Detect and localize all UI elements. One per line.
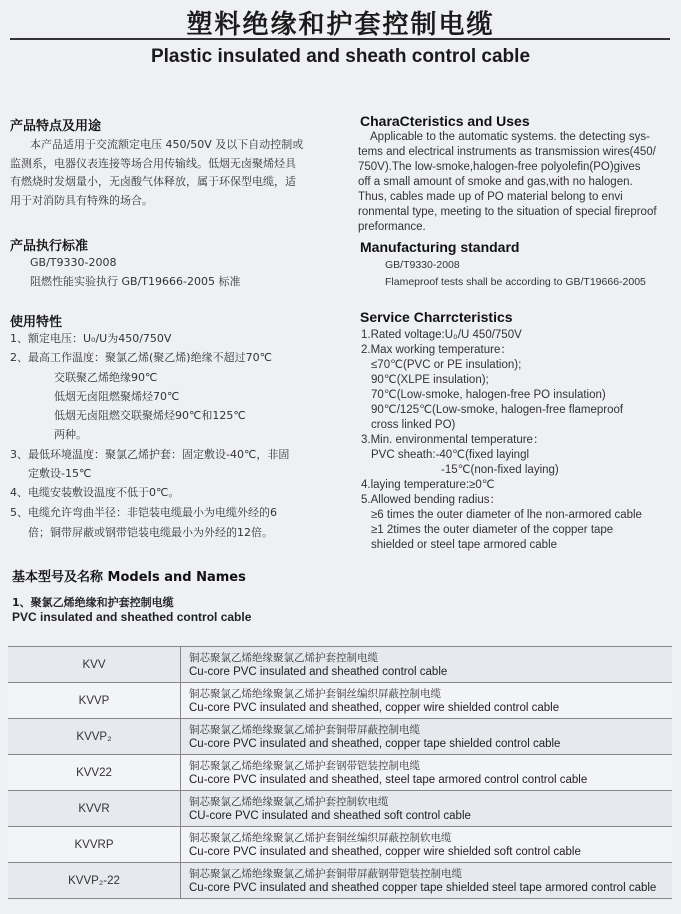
service-line: PVC sheath:-40℃(fixed layingl: [371, 449, 530, 461]
model-description: [181, 755, 673, 791]
service-line: cross linked PO): [371, 419, 456, 431]
features-line: 监测系，电器仪表连接等场合用传输线。低烟无卤聚烯烃具: [10, 156, 296, 170]
model-name-cn: 铜芯聚氯乙烯绝缘聚氯乙烯护套铜带屏蔽控制电缆: [189, 723, 420, 736]
features-line: 本产品适用于交流额定电压 450/50V 及以下自动控制或: [30, 138, 304, 151]
model-name-cn: 铜芯聚氯乙烯绝缘聚氯乙烯护套铜丝编织屏蔽控制软电缆: [189, 831, 452, 844]
service-line: 5.Allowed bending radius：: [361, 494, 502, 506]
usage-line: 4、电缆安装敷设温度不低于0℃。: [10, 486, 180, 499]
model-description: [181, 647, 673, 683]
service-line: 90℃(XLPE insulation);: [371, 374, 489, 386]
usage-line: 2、最高工作温度：聚氯乙烯(聚乙烯)绝缘不超过70℃: [10, 351, 272, 364]
service-line: 90℃/125℃(Low-smoke, halogen-free flameproof: [371, 404, 624, 416]
model-name-cn: 铜芯聚氯乙烯绝缘聚氯乙烯护套控制电缆: [189, 651, 378, 664]
model-name-cn: 铜芯聚氯乙烯绝缘聚氯乙烯护套钢带铠装控制电缆: [189, 759, 420, 772]
service-line: 4.laying temperature:≥0℃: [361, 479, 495, 491]
model-name-en: Cu-core PVC insulated and sheathed, copper wire shielded control cable: [189, 701, 560, 714]
standard-line: 阻燃性能实验执行 GB/T19666-2005 标准: [30, 274, 241, 288]
service-line: shielded or steel tape armored cable: [371, 539, 558, 551]
models-subheading-cn: 1、聚氯乙烯绝缘和护套控制电缆: [12, 596, 174, 609]
usage-heading: 使用特性: [10, 315, 63, 330]
table-row: [8, 827, 672, 863]
title-divider: [10, 38, 670, 40]
model-description: [181, 827, 673, 863]
usage-line: 交联聚乙烯绝缘90℃: [54, 371, 158, 384]
model-description: [181, 791, 673, 827]
table-row: [8, 719, 672, 755]
model-code: KVVP₂-22: [8, 863, 181, 899]
model-name-cn: 铜芯聚氯乙烯绝缘聚氯乙烯护套控制软电缆: [189, 795, 389, 808]
service-line: ≥6 times the outer diameter of lhe non-armored cable: [371, 509, 642, 521]
models-heading: 基本型号及名称 Models and Names: [12, 570, 246, 585]
usage-paragraph: [10, 330, 350, 545]
model-name-en: CU-core PVC insulated and sheathed soft control cable: [189, 809, 471, 822]
model-code: KVVRP: [8, 827, 181, 863]
model-code: KVV: [8, 647, 181, 683]
characteristics-line: tems and electrical instruments as transmission wires(450/: [358, 146, 656, 158]
service-line: 70℃(Low-smoke, halogen-free PO insulation): [371, 389, 606, 401]
model-name-en: Cu-core PVC insulated and sheathed, copper wire shielded soft control cable: [189, 845, 581, 858]
usage-line: 低烟无卤阻燃聚烯烃70℃: [54, 390, 180, 403]
service-paragraph: [361, 328, 676, 558]
model-name-en: Cu-core PVC insulated and sheathed, steel tape armored control control cable: [189, 773, 588, 786]
service-line: 1.Rated voltage:U₀/U 450/750V: [361, 329, 522, 341]
characteristics-paragraph: [358, 130, 673, 240]
table-row: [8, 791, 672, 827]
characteristics-line: Applicable to the automatic systems. the detecting sys-: [370, 131, 650, 143]
table-row: [8, 863, 672, 899]
model-name-en: Cu-core PVC insulated and sheathed copper tape shielded steel tape armored control cable: [189, 881, 657, 894]
manufacturing-line: Flameproof tests shall be according to GB/T19666-2005: [385, 276, 646, 288]
characteristics-line: Thus, cables made up of PO material belong to envi: [358, 191, 623, 203]
characteristics-line: preformance.: [358, 221, 426, 233]
model-code: KVVP₂: [8, 719, 181, 755]
table-row: [8, 683, 672, 719]
usage-line: 两种。: [54, 428, 87, 441]
models-subheading-en: PVC insulated and sheathed control cable: [12, 610, 252, 624]
characteristics-heading: CharaCteristics and Uses: [360, 113, 530, 129]
usage-line: 5、电缆允许弯曲半径：非铠装电缆最小为电缆外经的6: [10, 506, 277, 519]
usage-line: 定敷设-15℃: [28, 467, 92, 480]
features-paragraph: [10, 136, 345, 210]
service-heading: Service Charrcteristics: [360, 309, 513, 325]
manufacturing-line: GB/T9330-2008: [385, 259, 460, 271]
model-name-cn: 铜芯聚氯乙烯绝缘聚氯乙烯护套铜丝编织屏蔽控制电缆: [189, 687, 441, 700]
characteristics-line: ronmental type, meeting to the situation of special fireproof: [358, 206, 657, 218]
usage-line: 1、额定电压：U₀/U为450/750V: [10, 332, 172, 345]
usage-line: 低烟无卤阻燃交联聚烯烃90℃和125℃: [54, 409, 246, 422]
features-line: 有燃烧时发烟量小，无卤酸气体释放，属于环保型电缆，适: [10, 175, 296, 188]
features-line: 用于对消防具有特殊的场合。: [10, 193, 153, 207]
model-name-en: Cu-core PVC insulated and sheathed control cable: [189, 665, 448, 678]
page-title-en: Plastic insulated and sheath control cable: [150, 46, 531, 67]
features-heading: 产品特点及用途: [10, 119, 102, 134]
usage-line: 倍；铜带屏蔽或钢带铠装电缆最小为外经的12倍。: [28, 526, 273, 539]
service-line: ≥1 2times the outer diameter of the copper tape: [371, 524, 614, 536]
model-description: [181, 719, 673, 755]
page-title-cn: 塑料绝缘和护套控制电缆: [186, 10, 495, 40]
model-name-en: Cu-core PVC insulated and sheathed, copper tape shielded control cable: [189, 737, 561, 750]
model-description: [181, 863, 673, 899]
model-code: KVVR: [8, 791, 181, 827]
standard-heading: 产品执行标准: [10, 239, 89, 254]
standard-paragraph: [30, 254, 350, 294]
characteristics-line: off a small amount of smoke and gas,with no halogen.: [358, 176, 633, 188]
manufacturing-paragraph: [385, 258, 675, 292]
usage-line: 3、最低环境温度：聚氯乙烯护套：固定敷设-40℃，非固: [10, 448, 290, 461]
service-line: 2.Max working temperature：: [361, 344, 512, 356]
service-line: -15℃(non-fixed laying): [441, 464, 559, 476]
model-description: [181, 683, 673, 719]
models-table: [8, 646, 672, 899]
characteristics-line: 750V).The low-smoke,halogen-free polyolefin(PO)gives: [358, 161, 641, 173]
table-row: [8, 755, 672, 791]
standard-line: GB/T9330-2008: [30, 256, 117, 269]
model-code: KVVP: [8, 683, 181, 719]
model-code: KVV22: [8, 755, 181, 791]
table-row: [8, 647, 672, 683]
model-name-cn: 铜芯聚氯乙烯绝缘聚氯乙烯护套铜带屏蔽钢带铠装控制电缆: [189, 867, 462, 880]
service-line: ≤70℃(PVC or PE insulation);: [371, 359, 522, 371]
service-line: 3.Min. environmental temperature：: [361, 434, 545, 446]
manufacturing-heading: Manufacturing standard: [360, 239, 520, 255]
